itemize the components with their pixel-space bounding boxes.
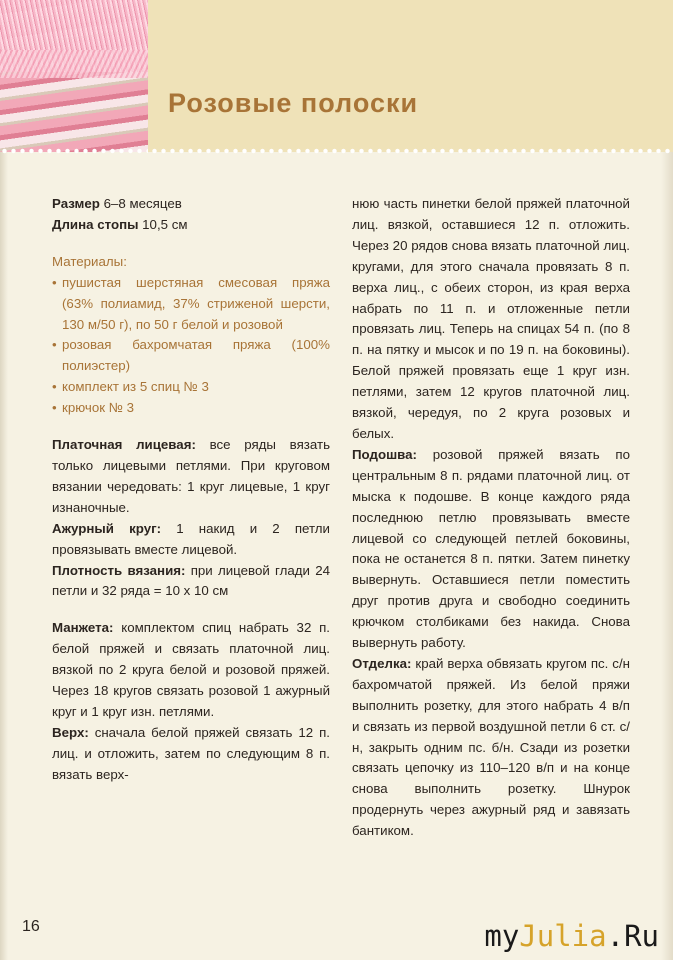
size-line: [52, 194, 330, 215]
step-paragraph: [352, 654, 630, 842]
technique-text: 1 накид и 2 петли провязывать вместе лицевой.: [52, 520, 330, 557]
materials-item: • крючок № 3: [52, 398, 330, 419]
materials-list: [52, 273, 330, 419]
materials-heading: Материалы:: [52, 253, 127, 269]
step-text: нюю часть пинетки белой пряжей платочной лиц. вязкой, оставшиеся 12 п. отложить. Через 20 рядов снова вязать платочной лиц. кругами, для этого сначала провязать 8 п. верха лиц., с обеих сторон, из края верха набрать по 11 п. и отложенные петли провязать лиц. Теперь на спицах 54 п. (по 8 п. на пятку и мысок и по 19 п. на боковины). Белой пряжей провязать еще 1 круг изн. петлями, затем 12 кругов платочной лиц. вязкой, чередуя, по 2 круга розовых и белых.: [352, 196, 630, 441]
dotted-divider: [150, 147, 673, 155]
watermark-part: Julia: [519, 919, 607, 953]
site-watermark: [484, 919, 659, 953]
foot-length-value: 10,5 см: [138, 216, 188, 232]
materials-item: • розовая бахромчатая пряжа (100% полиэстер): [52, 335, 330, 377]
technique-text: все ряды вязать только лицевыми петлями. При круговом вязании чередовать: 1 круг лицевые, 1 круг изнаночные.: [52, 437, 330, 515]
step-text: комплектом спиц набрать 32 п. белой пряжей и связать платочной лиц. вязкой по 2 круга белой и розовой пряжей. Через 18 кругов связать розовой 1 ажурный круг и 1 круг изн. петлями.: [52, 620, 330, 719]
step-paragraph: [352, 194, 630, 445]
watermark-part: .Ru: [606, 919, 659, 953]
step-label: Подошва:: [352, 446, 417, 462]
yarn-fringe-texture-lower: [0, 50, 148, 78]
page-title: Розовые полоски: [168, 88, 419, 118]
yarn-photo: [0, 0, 148, 152]
materials-item: • комплект из 5 спиц № 3: [52, 377, 330, 398]
step-paragraph: [52, 723, 330, 786]
step-text: край верха обвязать кругом пс. с/н бахромчатой пряжей. Из белой пряжи выполнить розетку, для этого набрать 4 в/п и связать из первой воздушной петли 6 ст. с/н, закрыть одним пс. б/н. Сзади из розетки связать цепочку из 110–120 в/п и на конце снова выполнить розетку. Шнурок продернуть через ажурный ряд и завязать бантиком.: [352, 655, 630, 839]
step-text: розовой пряжей вязать по центральным 8 п. рядами платочной лиц. от мыска к подошве. В конце каждого ряда последнюю петлю провязывать вместе лицевой со следующей петлей боковины, пока не останется 8 п. пятки. Затем пинетку вывернуть. Оставшиеся петли поместить друг против друга и свободно соединить крючком столбиками без накида. Снова вывернуть работу.: [352, 446, 630, 651]
materials-item: • пушистая шерстяная смесовая пряжа (63% полиамид, 37% стриженой шерсти, 130 м/50 г), по 50 г белой и розовой: [52, 273, 330, 336]
dotted-divider-photo: [0, 147, 148, 155]
page-number: 16: [22, 918, 40, 935]
right-column: [352, 194, 630, 842]
technique-label: Платочная лицевая:: [52, 437, 196, 453]
foot-length-label: Длина стопы: [52, 216, 139, 232]
watermark-part: my: [484, 919, 520, 953]
size-label: Размер: [52, 196, 100, 211]
step-paragraph: [52, 618, 330, 723]
technique-text: при лицевой глади 24 петли и 32 ряда = 10 х 10 см: [52, 562, 330, 599]
technique-paragraph: [52, 561, 330, 603]
technique-label: Плотность вязания:: [52, 562, 186, 578]
technique-paragraph: [52, 519, 330, 561]
size-value: 6–8 месяцев: [99, 196, 182, 211]
left-column: [52, 194, 330, 786]
step-paragraph: [352, 445, 630, 654]
step-label: Верх:: [52, 724, 89, 740]
technique-label: Ажурный круг:: [52, 520, 162, 536]
step-label: Манжета:: [52, 620, 114, 636]
foot-length-line: [52, 215, 330, 236]
step-text: сначала белой пряжей связать 12 п. лиц. и отложить, затем по следующим 8 п. вязать верх-: [52, 724, 330, 782]
step-label: Отделка:: [352, 655, 412, 671]
technique-paragraph: [52, 435, 330, 519]
